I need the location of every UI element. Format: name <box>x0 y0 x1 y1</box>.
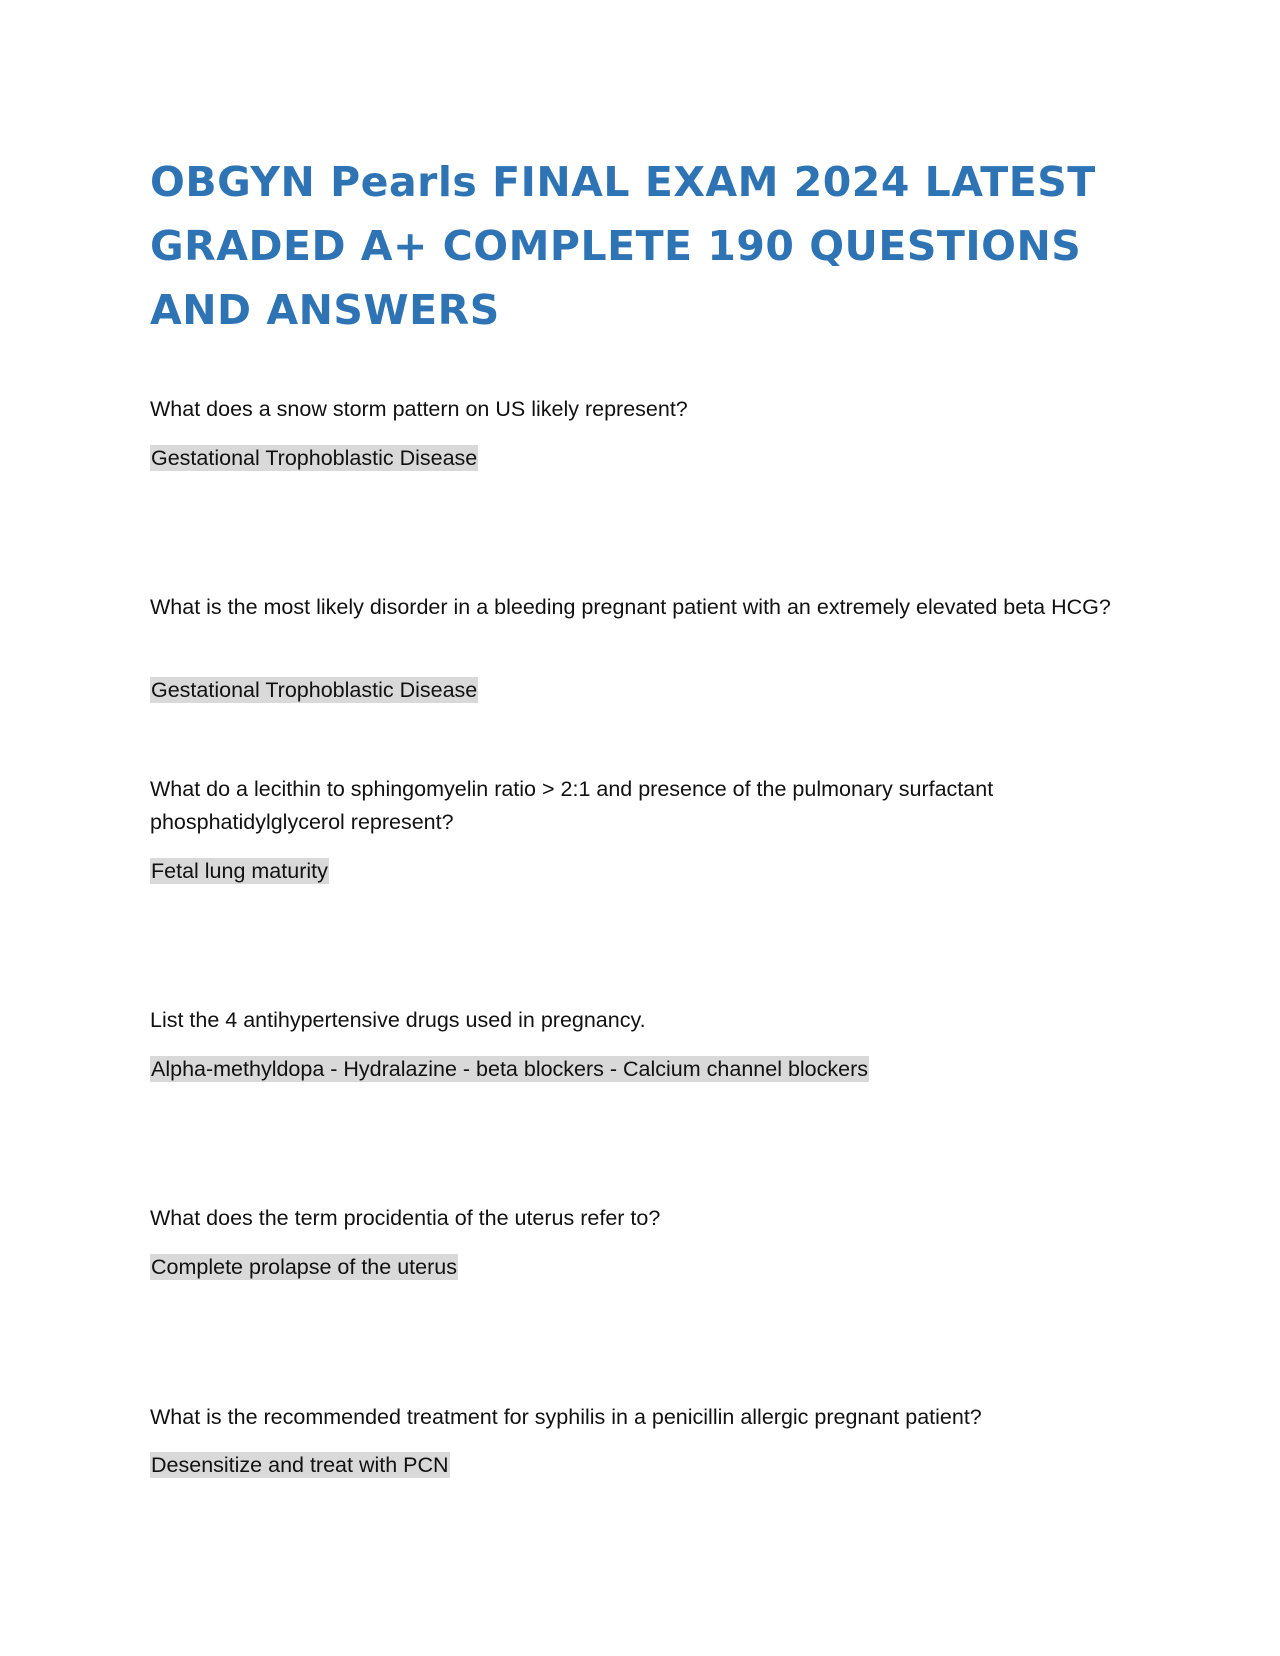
answer-5-text: Complete prolapse of the uterus <box>151 1255 457 1279</box>
question-4: List the 4 antihypertensive drugs used in pregnancy. <box>150 1008 646 1032</box>
answer-3-text: Fetal lung maturity <box>151 859 328 883</box>
question-1: What does a snow storm pattern on US likely represent? <box>150 397 688 421</box>
answer-4 <box>150 1054 869 1084</box>
answer-1 <box>150 443 478 473</box>
answer-3 <box>150 856 329 886</box>
answer-2-text: Gestational Trophoblastic Disease <box>151 678 478 702</box>
answer-5 <box>150 1252 458 1282</box>
answer-1-text: Gestational Trophoblastic Disease <box>151 446 478 470</box>
question-5: What does the term procidentia of the uterus refer to? <box>150 1206 661 1230</box>
question-6: What is the recommended treatment for syphilis in a penicillin allergic pregnant patient? <box>150 1405 982 1429</box>
answer-4-text: Alpha-methyldopa - Hydralazine - beta blockers - Calcium channel blockers <box>151 1057 868 1081</box>
document-title: OBGYN Pearls FINAL EXAM 2024 LATEST GRADED A+ COMPLETE 190 QUESTIONS AND ANSWERS <box>150 158 1096 334</box>
question-2: What is the most likely disorder in a bleeding pregnant patient with an extremely elevated beta HCG? <box>150 595 1111 619</box>
question-3: What do a lecithin to sphingomyelin ratio > 2:1 and presence of the pulmonary surfactant phosphatidylglycerol represent? <box>150 777 994 834</box>
answer-6 <box>150 1450 450 1480</box>
answer-6-text: Desensitize and treat with PCN <box>151 1453 449 1477</box>
answer-2 <box>150 675 478 705</box>
